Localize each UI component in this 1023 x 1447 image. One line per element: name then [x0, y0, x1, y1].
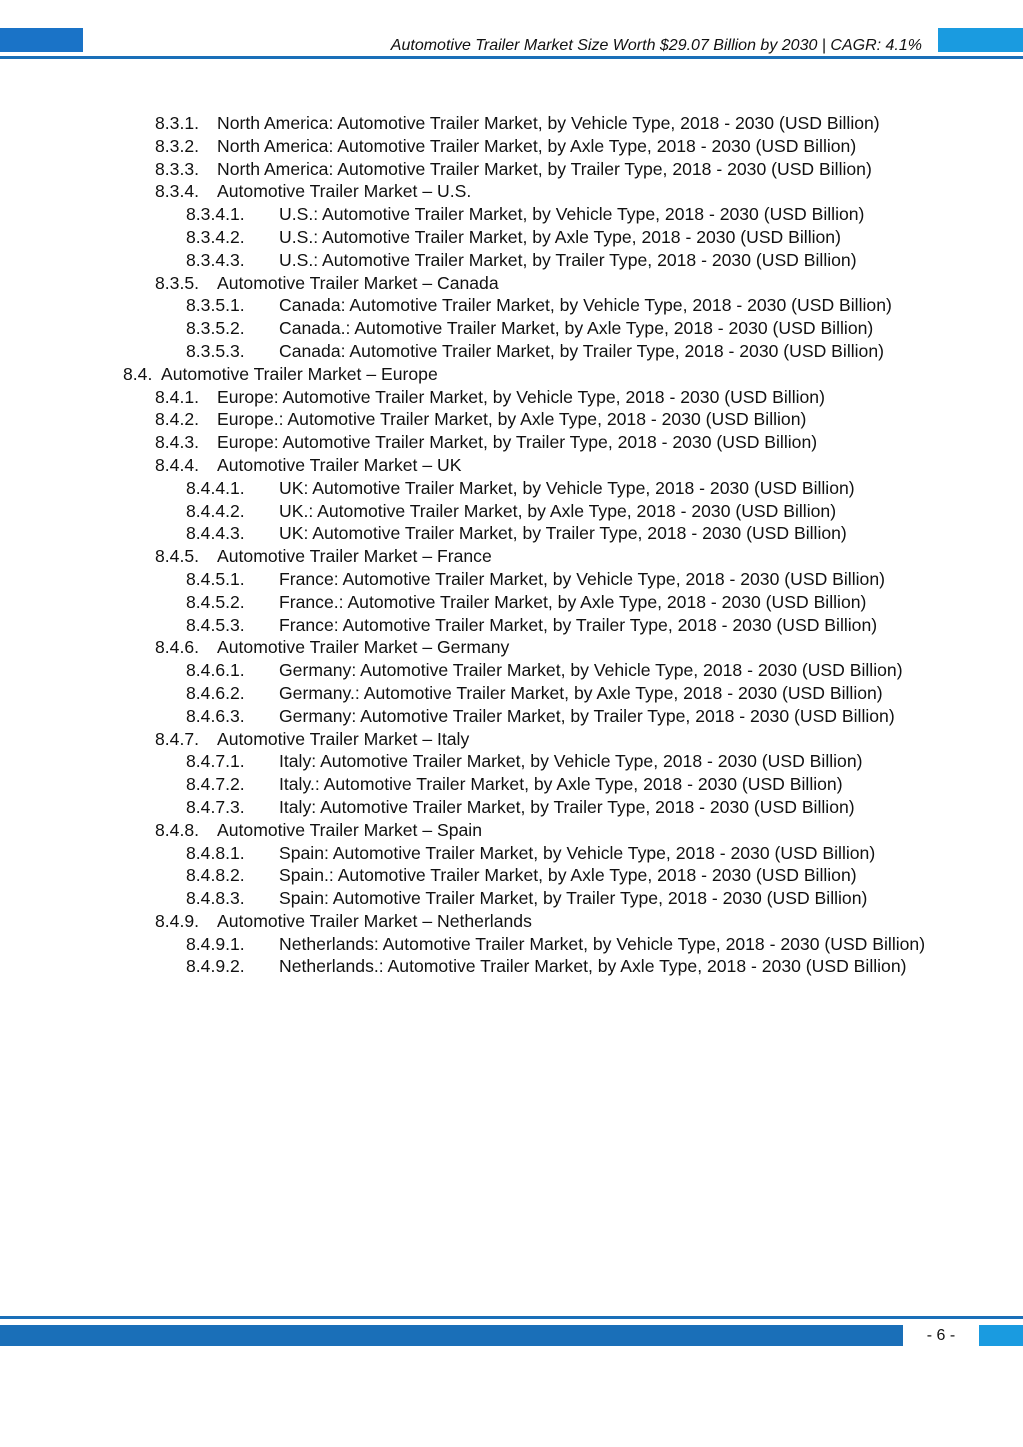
- toc-entry-number: 8.3.3.: [155, 158, 200, 179]
- toc-entry-title: Europe: Automotive Trailer Market, by Vehicle Type, 2018 - 2030 (USD Billion): [217, 386, 825, 407]
- toc-entry[interactable]: [0, 454, 930, 477]
- toc-entry[interactable]: [0, 135, 930, 158]
- toc-entry-title: Spain: Automotive Trailer Market, by Trailer Type, 2018 - 2030 (USD Billion): [279, 888, 868, 909]
- toc-entry-number: 8.4.5.2.: [186, 591, 245, 612]
- toc-entry-number: 8.4.8.3.: [186, 888, 245, 909]
- toc-entry[interactable]: [0, 636, 930, 659]
- toc-entry[interactable]: [0, 728, 930, 751]
- toc-entry[interactable]: [0, 705, 930, 728]
- toc-entry[interactable]: [0, 226, 930, 249]
- toc-entry[interactable]: [0, 340, 930, 363]
- toc-entry-number: 8.4.5.3.: [186, 614, 245, 635]
- toc-entry[interactable]: [0, 294, 930, 317]
- toc-entry-title: Germany: Automotive Trailer Market, by Trailer Type, 2018 - 2030 (USD Billion): [279, 705, 895, 726]
- toc-entry[interactable]: [0, 750, 930, 773]
- toc-entry[interactable]: [0, 864, 930, 887]
- toc-entry-title: France: Automotive Trailer Market, by Trailer Type, 2018 - 2030 (USD Billion): [279, 614, 878, 635]
- toc-entry-title: Netherlands.: Automotive Trailer Market, by Axle Type, 2018 - 2030 (USD Billion): [279, 956, 907, 977]
- toc-entry-title: Canada.: Automotive Trailer Market, by Axle Type, 2018 - 2030 (USD Billion): [279, 318, 874, 339]
- footer-divider: [0, 1316, 1023, 1319]
- toc-entry-number: 8.4.6.: [155, 637, 200, 658]
- toc-entry-number: 8.3.5.2.: [186, 318, 245, 339]
- toc-entry-title: U.S.: Automotive Trailer Market, by Axle Type, 2018 - 2030 (USD Billion): [279, 226, 841, 247]
- toc-entry[interactable]: [0, 955, 930, 978]
- toc-entry-number: 8.4.6.3.: [186, 705, 245, 726]
- toc-entry-number: 8.4.5.: [155, 546, 200, 567]
- toc-entry[interactable]: [0, 773, 930, 796]
- toc-entry[interactable]: [0, 933, 930, 956]
- toc-entry-number: 8.4.7.1.: [186, 751, 245, 772]
- toc-entry[interactable]: [0, 659, 930, 682]
- toc-entry[interactable]: [0, 522, 930, 545]
- toc-entry-title: Canada: Automotive Trailer Market, by Vehicle Type, 2018 - 2030 (USD Billion): [279, 295, 892, 316]
- page-header-title: Automotive Trailer Market Size Worth $29.07 Billion by 2030 | CAGR: 4.1%: [390, 37, 922, 54]
- toc-entry-number: 8.4.6.2.: [186, 682, 245, 703]
- toc-entry-title: North America: Automotive Trailer Market, by Axle Type, 2018 - 2030 (USD Billion): [217, 135, 857, 156]
- toc-entry-number: 8.3.5.3.: [186, 340, 245, 361]
- header-divider: [0, 56, 1023, 59]
- toc-entry[interactable]: [0, 272, 930, 295]
- toc-entry-title: UK: Automotive Trailer Market, by Vehicle Type, 2018 - 2030 (USD Billion): [279, 477, 855, 498]
- toc-entry[interactable]: [0, 317, 930, 340]
- toc-entry-title: Automotive Trailer Market – France: [217, 546, 492, 567]
- toc-entry-title: UK.: Automotive Trailer Market, by Axle Type, 2018 - 2030 (USD Billion): [279, 500, 837, 521]
- toc-entry[interactable]: [0, 568, 930, 591]
- toc-entry-number: 8.4.5.1.: [186, 568, 245, 589]
- toc-entry-number: 8.4.8.1.: [186, 842, 245, 863]
- toc-entry[interactable]: [0, 591, 930, 614]
- toc-entry-number: 8.3.5.1.: [186, 295, 245, 316]
- toc-entry[interactable]: [0, 386, 930, 409]
- toc-entry[interactable]: [0, 112, 930, 135]
- toc-entry[interactable]: [0, 477, 930, 500]
- toc-entry-title: France.: Automotive Trailer Market, by Axle Type, 2018 - 2030 (USD Billion): [279, 591, 867, 612]
- toc-entry-number: 8.4.1.: [155, 386, 200, 407]
- toc-entry-number: 8.4.3.: [155, 432, 200, 453]
- toc-entry-number: 8.3.5.: [155, 272, 200, 293]
- toc-entry-number: 8.3.4.: [155, 181, 200, 202]
- footer-accent-left: [0, 1325, 903, 1346]
- toc-entry-number: 8.4.4.: [155, 454, 200, 475]
- header-accent-right: [938, 28, 1023, 52]
- toc-entry-number: 8.4.8.: [155, 819, 200, 840]
- toc-entry-number: 8.3.1.: [155, 113, 200, 133]
- toc-entry[interactable]: [0, 158, 930, 181]
- toc-entry[interactable]: [0, 408, 930, 431]
- toc-entry-title: Automotive Trailer Market – UK: [217, 454, 462, 475]
- toc-entry-number: 8.4.7.: [155, 728, 200, 749]
- toc-entry[interactable]: [0, 500, 930, 523]
- page-number: - 6 -: [926, 1327, 956, 1344]
- toc-entry-number: 8.3.4.3.: [186, 249, 245, 270]
- toc-entry-number: 8.4.4.3.: [186, 523, 245, 544]
- toc-entry-title: Germany.: Automotive Trailer Market, by Axle Type, 2018 - 2030 (USD Billion): [279, 682, 883, 703]
- toc-entry-title: U.S.: Automotive Trailer Market, by Trailer Type, 2018 - 2030 (USD Billion): [279, 249, 857, 270]
- toc-entry-number: 8.4.7.3.: [186, 796, 245, 817]
- toc-entry-title: U.S.: Automotive Trailer Market, by Vehicle Type, 2018 - 2030 (USD Billion): [279, 204, 865, 225]
- toc-entry-number: 8.3.2.: [155, 135, 200, 156]
- toc-entry[interactable]: [0, 431, 930, 454]
- toc-entry[interactable]: [0, 910, 930, 933]
- toc-entry[interactable]: [0, 887, 930, 910]
- table-of-contents: [0, 112, 1023, 978]
- toc-entry-title: Automotive Trailer Market – Spain: [217, 819, 482, 840]
- toc-entry[interactable]: [0, 180, 930, 203]
- toc-entry-title: Germany: Automotive Trailer Market, by Vehicle Type, 2018 - 2030 (USD Billion): [279, 660, 903, 681]
- toc-entry-title: Italy: Automotive Trailer Market, by Trailer Type, 2018 - 2030 (USD Billion): [279, 796, 855, 817]
- toc-entry-title: UK: Automotive Trailer Market, by Trailer Type, 2018 - 2030 (USD Billion): [279, 523, 847, 544]
- toc-entry-number: 8.4.9.2.: [186, 956, 245, 977]
- toc-entry-number: 8.3.4.1.: [186, 204, 245, 225]
- toc-entry[interactable]: [0, 203, 930, 226]
- toc-entry-title: Spain.: Automotive Trailer Market, by Axle Type, 2018 - 2030 (USD Billion): [279, 865, 857, 886]
- toc-entry-title: Automotive Trailer Market – Netherlands: [217, 910, 532, 931]
- footer-accent-right: [979, 1325, 1023, 1346]
- toc-entry-title: Europe: Automotive Trailer Market, by Trailer Type, 2018 - 2030 (USD Billion): [217, 432, 818, 453]
- toc-entry-title: North America: Automotive Trailer Market, by Vehicle Type, 2018 - 2030 (USD Billion): [217, 113, 880, 133]
- toc-entry-title: Italy.: Automotive Trailer Market, by Axle Type, 2018 - 2030 (USD Billion): [279, 774, 843, 795]
- toc-entry-title: Automotive Trailer Market – Canada: [217, 272, 499, 293]
- toc-entry-number: 8.4.9.1.: [186, 933, 245, 954]
- toc-entry-title: Automotive Trailer Market – Germany: [217, 637, 510, 658]
- toc-entry-title: Automotive Trailer Market – Europe: [161, 363, 438, 384]
- toc-entry[interactable]: [0, 819, 930, 842]
- toc-entry-title: Europe.: Automotive Trailer Market, by Axle Type, 2018 - 2030 (USD Billion): [217, 409, 807, 430]
- toc-entry[interactable]: [0, 842, 930, 865]
- toc-entry-title: North America: Automotive Trailer Market, by Trailer Type, 2018 - 2030 (USD Billion): [217, 158, 872, 179]
- toc-entry-number: 8.4.8.2.: [186, 865, 245, 886]
- toc-entry[interactable]: [0, 249, 930, 272]
- toc-entry[interactable]: [0, 796, 930, 819]
- toc-entry-number: 8.4.4.2.: [186, 500, 245, 521]
- toc-entry[interactable]: [0, 614, 930, 637]
- toc-entry-title: Automotive Trailer Market – Italy: [217, 728, 470, 749]
- toc-entry-title: Italy: Automotive Trailer Market, by Vehicle Type, 2018 - 2030 (USD Billion): [279, 751, 863, 772]
- toc-entry-number: 8.4.: [123, 363, 153, 384]
- toc-entry-number: 8.4.2.: [155, 409, 200, 430]
- toc-entry-number: 8.4.9.: [155, 910, 200, 931]
- toc-entry-number: 8.4.6.1.: [186, 660, 245, 681]
- toc-entry[interactable]: [0, 363, 930, 386]
- toc-entry-title: Spain: Automotive Trailer Market, by Vehicle Type, 2018 - 2030 (USD Billion): [279, 842, 876, 863]
- toc-entry-title: Netherlands: Automotive Trailer Market, by Vehicle Type, 2018 - 2030 (USD Billion): [279, 933, 926, 954]
- toc-entry[interactable]: [0, 682, 930, 705]
- toc-entry-number: 8.4.4.1.: [186, 477, 245, 498]
- toc-entry-title: Canada: Automotive Trailer Market, by Trailer Type, 2018 - 2030 (USD Billion): [279, 340, 884, 361]
- toc-entry[interactable]: [0, 545, 930, 568]
- toc-entry-number: 8.3.4.2.: [186, 226, 245, 247]
- toc-entry-number: 8.4.7.2.: [186, 774, 245, 795]
- toc-entry-title: France: Automotive Trailer Market, by Vehicle Type, 2018 - 2030 (USD Billion): [279, 568, 885, 589]
- toc-entry-title: Automotive Trailer Market – U.S.: [217, 181, 472, 202]
